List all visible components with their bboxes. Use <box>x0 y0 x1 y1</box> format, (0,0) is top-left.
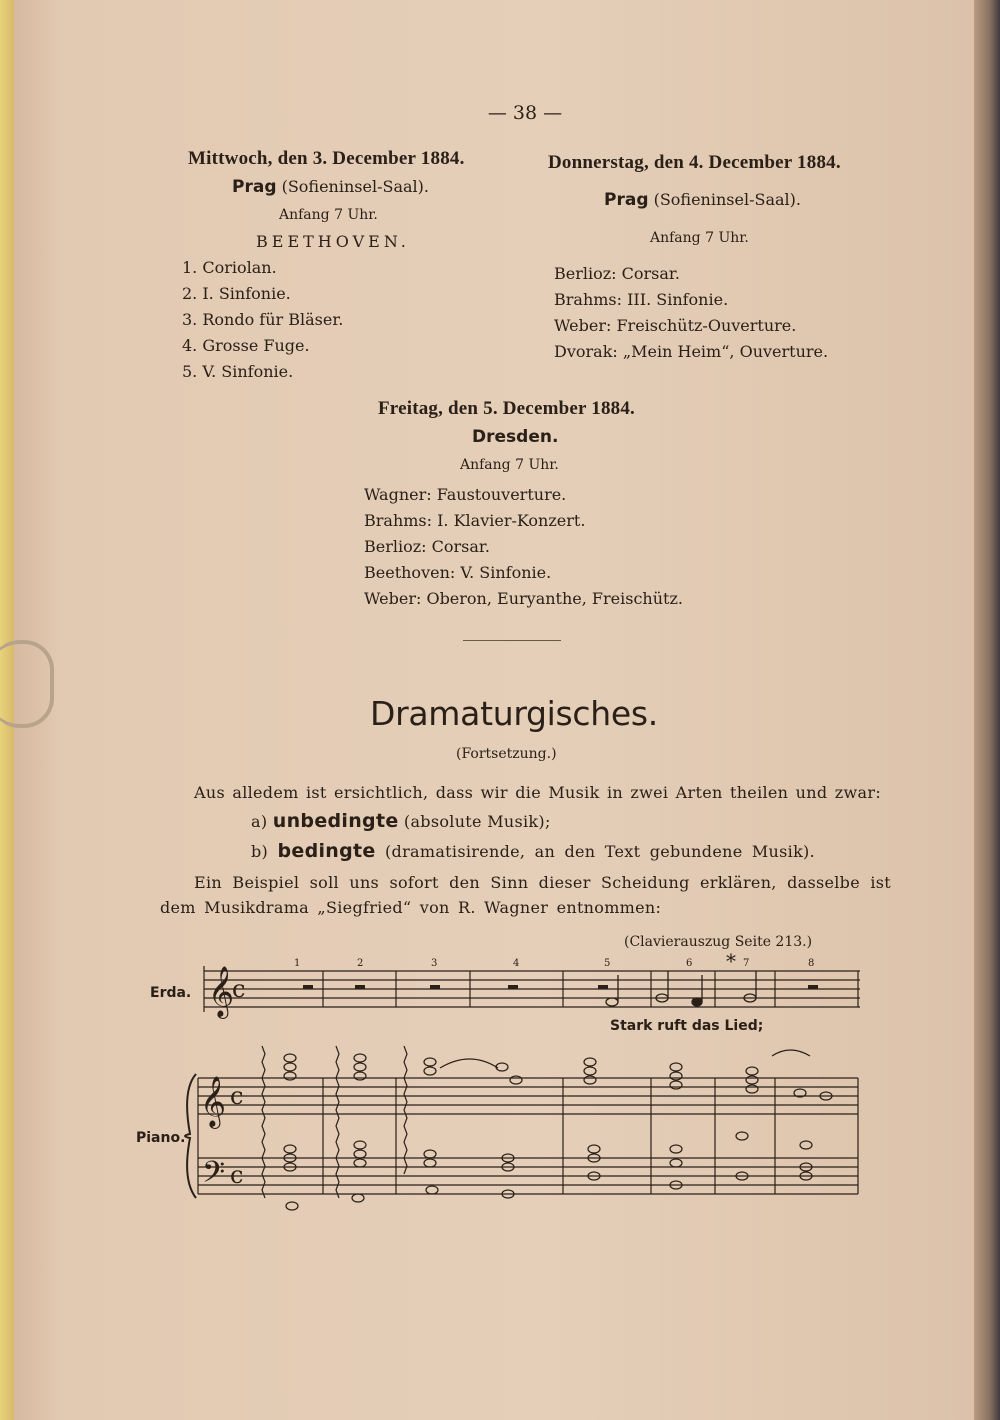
article-subtitle: (Fortsetzung.) <box>456 746 557 762</box>
measure-number: 1 <box>294 958 301 969</box>
voice-label: Erda. <box>150 985 192 1001</box>
wednesday-composer: BEETHOVEN. <box>256 232 410 251</box>
thursday-item: Weber: Freischütz-Ouverture. <box>554 316 797 335</box>
friday-item: Beethoven: V. Sinfonie. <box>364 563 552 582</box>
friday-city: Dresden. <box>472 427 559 447</box>
wednesday-item: 5. V. Sinfonie. <box>182 362 294 381</box>
common-time-icon: c <box>230 1082 244 1110</box>
item-a-rest: (absolute Musik); <box>403 812 551 831</box>
wednesday-item: 4. Grosse Fuge. <box>182 336 310 355</box>
wednesday-venue: (Sofieninsel-Saal). <box>281 177 429 196</box>
piano-staves <box>185 1074 858 1198</box>
asterisk-mark: * <box>726 949 736 973</box>
thursday-item: Dvorak: „Mein Heim“, Ouverture. <box>554 342 829 361</box>
treble-clef-icon: 𝄞 <box>200 1076 227 1127</box>
item-a-bold: unbedingte <box>272 810 399 832</box>
bass-clef-icon: 𝄢 <box>202 1156 226 1197</box>
friday-item: Berlioz: Corsar. <box>364 537 490 556</box>
thursday-start: Anfang 7 Uhr. <box>650 230 749 246</box>
example-line-1: Ein Beispiel soll uns sofort den Sinn dieser Scheidung erklären, dasselbe ist <box>194 873 892 892</box>
common-time-icon: c <box>230 1161 244 1189</box>
wednesday-city: Prag <box>232 177 277 197</box>
measure-number: 2 <box>357 958 364 969</box>
wednesday-item: 1. Coriolan. <box>182 258 277 277</box>
friday-date: Freitag, den 5. December 1884. <box>378 398 635 419</box>
friday-start: Anfang 7 Uhr. <box>460 457 559 473</box>
article-intro: Aus alledem ist ersichtlich, dass wir die Musik in zwei Arten theilen und zwar: <box>194 783 882 802</box>
thursday-item: Berlioz: Corsar. <box>554 264 680 283</box>
friday-item: Weber: Oberon, Euryanthe, Freischütz. <box>364 589 683 608</box>
article-title: Dramaturgisches. <box>370 694 658 733</box>
measure-number: 4 <box>513 958 520 969</box>
thursday-venue: (Sofieninsel-Saal). <box>653 190 801 209</box>
item-b-bold: bedingte <box>277 840 376 862</box>
piano-label: Piano. <box>136 1130 186 1146</box>
example-line-2: dem Musikdrama „Siegfried“ von R. Wagner entnommen: <box>160 898 662 917</box>
item-b-label: b) <box>251 842 269 861</box>
common-time-icon: c <box>232 975 246 1003</box>
measure-number: 6 <box>686 958 693 969</box>
wednesday-date: Mittwoch, den 3. December 1884. <box>188 148 465 169</box>
measure-number: 7 <box>743 958 750 969</box>
wednesday-item: 2. I. Sinfonie. <box>182 284 291 303</box>
measure-number: 3 <box>431 958 438 969</box>
score-reference: (Clavierauszug Seite 213.) <box>624 934 813 950</box>
friday-item: Brahms: I. Klavier-Konzert. <box>364 511 586 530</box>
thursday-item: Brahms: III. Sinfonie. <box>554 290 729 309</box>
thursday-city: Prag <box>604 190 649 210</box>
treble-clef-icon: 𝄞 <box>208 966 235 1017</box>
erda-staff <box>204 966 860 1012</box>
measure-number: 5 <box>604 958 611 969</box>
page-number: — 38 — <box>487 102 563 124</box>
measure-number: 8 <box>808 958 815 969</box>
item-b-rest: (dramatisirende, an den Text gebundene Musik). <box>384 842 815 861</box>
wednesday-item: 3. Rondo für Bläser. <box>182 310 344 329</box>
thursday-date: Donnerstag, den 4. December 1884. <box>548 152 841 173</box>
wednesday-start: Anfang 7 Uhr. <box>279 207 378 223</box>
friday-item: Wagner: Faustouverture. <box>364 485 567 504</box>
measure-numbers <box>294 958 814 969</box>
lyrics: Stark ruft das Lied; <box>610 1018 764 1034</box>
item-a-label: a) <box>251 812 268 831</box>
